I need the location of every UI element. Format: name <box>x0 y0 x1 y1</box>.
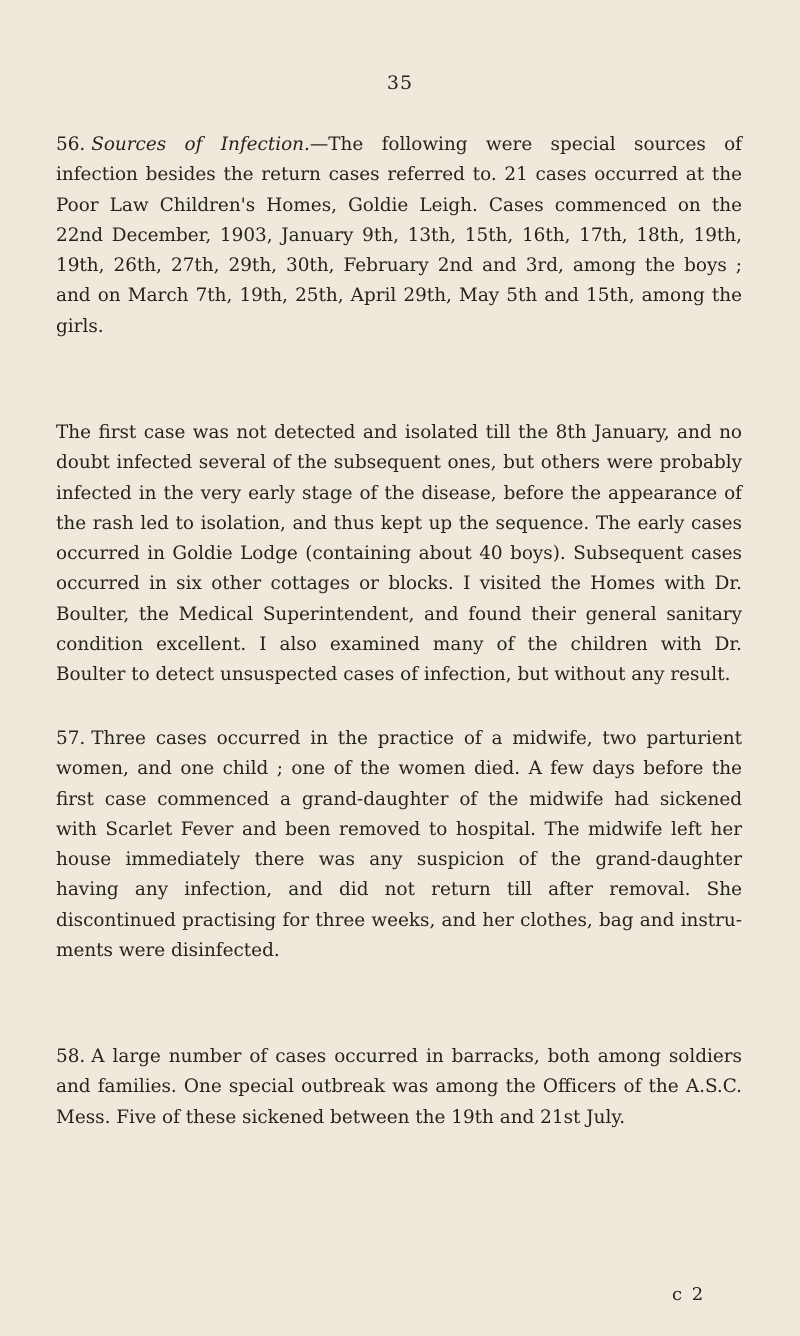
paragraph-number: 57. <box>56 728 86 749</box>
paragraph-58 <box>56 1042 742 1133</box>
paragraph-text: The first case was not detected and isolated till the 8th January, and no doubt infected several of the subsequent ones, but others were probably infected in the very early stage of the disease, before the appearance of the rash led to isolation, and thus kept up the sequence. The early cases occurred in Goldie Lodge (containing about 40 boys). Subsequent cases occurred in six other cottages or blocks. I visited the Homes with Dr. Boulter, the Medical Superintendent, and found their general sanitary condition excellent. I also examined many of the children with Dr. Boulter to detect unsuspected cases of infection, but without any result. <box>56 422 742 686</box>
paragraph-number: 56. <box>56 134 86 155</box>
signature-mark: c 2 <box>672 1284 706 1305</box>
paragraph-56 <box>56 130 742 342</box>
paragraph-first-case <box>56 418 742 691</box>
paragraph-text: Three cases occurred in the practice of a midwife, two parturient women, and one child ; one of the women died. A few days before the first case commenced a grand-daughter of the midwife had sickened with Scarlet Fever and been removed to hospital. The midwife left her house immediately there was any suspicion of the grand-daughter having any infection, and did not return till after removal. She discontinued practising for three weeks, and her clothes, bag and instru- ments were disinfected. <box>56 728 742 962</box>
paragraph-number: 58. <box>56 1046 86 1067</box>
paragraph-text: A large number of cases occurred in barracks, both among soldiers and families. One special outbreak was among the Officers of the A.S.C. Mess. Five of these sickened between the 19th and 21st July. <box>56 1046 742 1128</box>
paragraph-57 <box>56 724 742 966</box>
paragraph-text: —The following were special sources of infection besides the return cases referred to. 21 cases occurred at the Poor Law Children's Homes, Goldie Leigh. Cases commenced on the 22nd December, 1903, January 9th, 13th, 15th, 16th, 17th, 18th, 19th, 19th, 26th, 27th, 29th, 30th, February 2nd and 3rd, among the boys ; and on March 7th, 19th, 25th, April 29th, May 5th and 15th, among the girls. <box>56 134 742 337</box>
section-heading: Sources of Infection. <box>91 134 310 155</box>
page-number: 35 <box>386 72 414 94</box>
